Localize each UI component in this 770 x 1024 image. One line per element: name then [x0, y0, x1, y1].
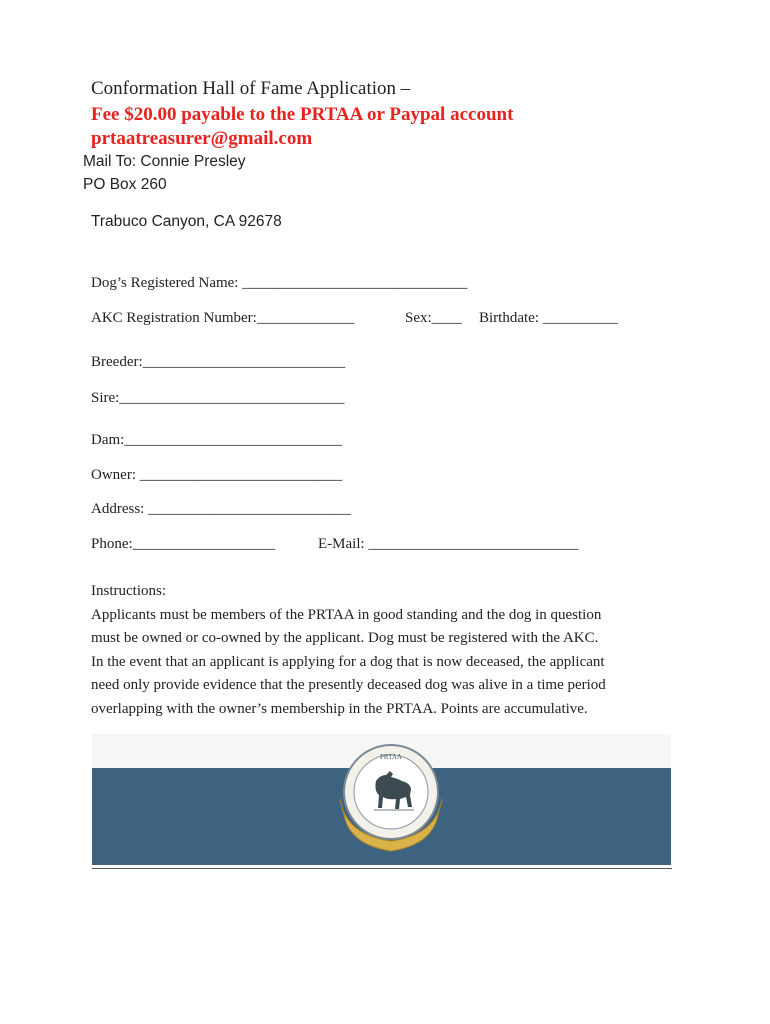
mail-to: Mail To: Connie Presley	[83, 153, 246, 170]
birthdate-field[interactable]: Birthdate: __________	[479, 310, 618, 326]
instructions-line: need only provide evidence that the presently deceased dog was alive in a time period	[91, 677, 606, 693]
instructions-heading: Instructions:	[91, 583, 166, 599]
instructions-line: must be owned or co-owned by the applicant. Dog must be registered with the AKC.	[91, 630, 599, 646]
instructions-line: Applicants must be members of the PRTAA in good standing and the dog in question	[91, 606, 602, 623]
email-field[interactable]: E-Mail: ____________________________	[318, 536, 579, 552]
svg-text:PRTAA: PRTAA	[380, 753, 402, 761]
paypal-email: prtaatreasurer@gmail.com	[91, 128, 313, 149]
city-address: Trabuco Canyon, CA 92678	[91, 213, 282, 230]
owner-field[interactable]: Owner: ___________________________	[91, 467, 343, 483]
dog-name-field[interactable]: Dog’s Registered Name: ______________________________	[91, 275, 468, 291]
akc-number-field[interactable]: AKC Registration Number:_____________	[91, 310, 355, 326]
dam-field[interactable]: Dam:_____________________________	[91, 432, 342, 448]
divider-line	[92, 868, 672, 869]
page-title: Conformation Hall of Fame Application –	[91, 78, 411, 99]
fee-notice: Fee $20.00 payable to the PRTAA or Paypal account	[91, 104, 514, 125]
breeder-field[interactable]: Breeder:___________________________	[91, 354, 346, 370]
phone-field[interactable]: Phone:___________________	[91, 536, 276, 552]
instructions	[91, 580, 671, 721]
sire-field[interactable]: Sire:______________________________	[91, 390, 345, 406]
instructions-line: In the event that an applicant is applying for a dog that is now deceased, the applicant	[91, 653, 605, 670]
prtaa-dog-emblem-icon	[336, 737, 446, 857]
address-field[interactable]: Address: ___________________________	[91, 501, 351, 517]
po-box: PO Box 260	[83, 176, 167, 193]
instructions-line: overlapping with the owner’s membership in the PRTAA. Points are accumulative.	[91, 700, 588, 717]
sex-field[interactable]: Sex:____	[405, 310, 462, 326]
